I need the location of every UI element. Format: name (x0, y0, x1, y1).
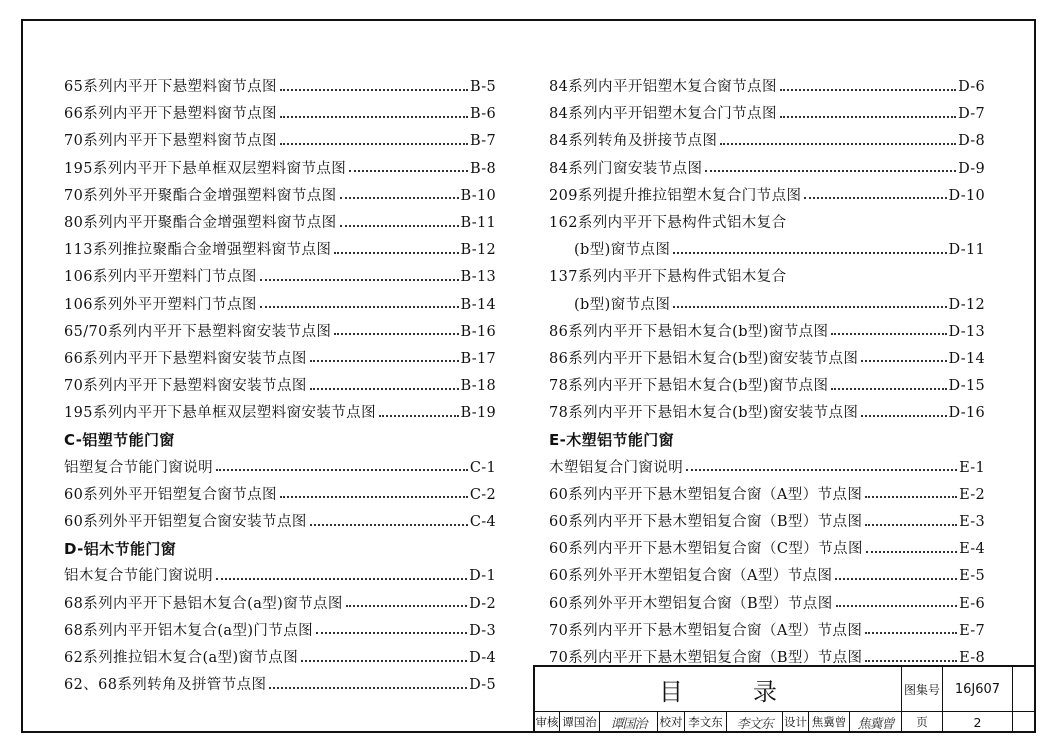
toc-entry-page: E-8 (959, 649, 985, 666)
reviewer-signature: 谭国治 (600, 711, 658, 733)
dot-leader (349, 170, 468, 172)
toc-entry[interactable] (64, 618, 496, 645)
toc-entry-page: D-14 (948, 350, 985, 367)
toc-entry[interactable] (64, 455, 496, 482)
toc-entry[interactable] (549, 591, 985, 618)
toc-entry-title: 60系列内平开下悬木塑铝复合窗（A型）节点图 (549, 486, 863, 503)
toc-entry-page: D-15 (948, 378, 985, 395)
toc-entry-title: 84系列内平开铝塑木复合窗节点图 (549, 79, 777, 95)
toc-entry[interactable] (549, 563, 985, 590)
toc-entry-title-line[interactable] (549, 210, 985, 237)
toc-entry-page: E-2 (959, 486, 985, 503)
dot-leader (316, 632, 467, 634)
toc-entry-page: B-18 (460, 378, 496, 395)
toc-entry[interactable] (549, 128, 985, 155)
toc-entry-page: C-1 (469, 459, 496, 476)
toc-entry-page: E-3 (959, 514, 985, 530)
toc-entry-page: E-1 (959, 459, 985, 476)
toc-entry-page: B-13 (460, 269, 496, 286)
toc-entry-title: 铝塑复合节能门窗说明 (64, 459, 213, 476)
toc-entry[interactable] (64, 292, 496, 319)
toc-entry-title: 113系列推拉聚酯合金增强塑料窗节点图 (64, 242, 332, 259)
toc-entry-title-continued: (b型)窗节点图 (574, 242, 671, 259)
toc-entry[interactable] (549, 618, 985, 645)
page-label: 页 (902, 711, 943, 733)
page-number: 2 (943, 711, 1013, 733)
toc-entry-page: D-7 (958, 106, 985, 123)
toc-entry-page: B-6 (470, 106, 496, 123)
toc-entry-page: B-10 (460, 187, 496, 204)
toc-entry-page: B-16 (460, 323, 496, 340)
toc-entry-page: D-8 (958, 133, 985, 150)
check-label: 校对 (658, 711, 685, 733)
toc-entry-title: 铝木复合节能门窗说明 (64, 568, 213, 585)
toc-entry[interactable] (549, 400, 985, 427)
title-block-title: 目录 (535, 667, 902, 711)
section-heading-text: C-铝塑节能门窗 (64, 431, 175, 450)
toc-entry[interactable] (549, 319, 985, 346)
section-heading (64, 536, 496, 563)
toc-entry-title: 66系列内平开下悬塑料窗节点图 (64, 106, 277, 123)
toc-entry[interactable] (64, 101, 496, 128)
checker-signature: 李文东 (727, 711, 783, 733)
toc-entry-page: E-4 (959, 541, 985, 558)
dot-leader (866, 551, 957, 553)
toc-entry-title: 209系列提升推拉铝塑木复合门节点图 (549, 187, 802, 204)
signature-row (535, 711, 1036, 733)
dot-leader (216, 578, 467, 580)
toc-entry-page: D-1 (469, 568, 496, 585)
toc-entry[interactable] (549, 482, 985, 509)
toc-entry[interactable] (64, 645, 496, 672)
toc-entry-title: 65/70系列内平开下悬塑料窗安装节点图 (64, 323, 332, 340)
dot-leader (720, 143, 956, 145)
toc-entry-page: B-12 (460, 242, 496, 259)
toc-entry-title: 78系列内平开下悬铝木复合(b型)窗安装节点图 (549, 405, 859, 422)
toc-entry-title: 78系列内平开下悬铝木复合(b型)窗节点图 (549, 378, 829, 395)
dot-leader (673, 306, 946, 308)
dot-leader (865, 632, 957, 634)
toc-entry-title: 106系列外平开塑料门节点图 (64, 296, 257, 313)
toc-entry-title: 65系列内平开下悬塑料窗节点图 (64, 79, 277, 95)
toc-entry-page: E-6 (959, 595, 985, 612)
toc-entry-title: 84系列门窗安装节点图 (549, 160, 703, 177)
toc-entry[interactable] (549, 346, 985, 373)
toc-entry-title: 60系列外平开铝塑复合窗节点图 (64, 486, 277, 503)
dot-leader (280, 89, 468, 91)
dot-leader (260, 279, 459, 281)
toc-entry-title: 84系列内平开铝塑木复合门节点图 (549, 106, 777, 123)
toc-entry-title: 70系列内平开下悬木塑铝复合窗（B型）节点图 (549, 649, 863, 666)
dot-leader (340, 225, 459, 227)
toc-entry-page: E-7 (959, 622, 985, 639)
toc-entry-page: D-3 (469, 622, 496, 639)
atlas-number: 16J607 (943, 667, 1013, 711)
toc-entry[interactable] (64, 264, 496, 291)
toc-entry-page: B-5 (470, 79, 496, 95)
toc-entry[interactable] (549, 292, 985, 319)
toc-entry-page: B-7 (470, 133, 496, 150)
review-label: 审核 (535, 711, 560, 733)
designer-signature: 焦冀曾 (850, 711, 902, 733)
toc-entry-title: 68系列内平开下悬铝木复合(a型)窗节点图 (64, 595, 343, 612)
toc-entry-page: D-11 (948, 242, 985, 259)
toc-entry[interactable] (64, 482, 496, 509)
toc-entry-page: B-8 (470, 160, 496, 177)
dot-leader (861, 360, 946, 362)
toc-entry[interactable] (64, 400, 496, 427)
toc-entry-page: D-13 (948, 323, 985, 340)
toc-entry-title: 68系列内平开铝木复合(a型)门节点图 (64, 622, 314, 639)
toc-entry-page: D-16 (948, 405, 985, 422)
reviewer-name: 谭国治 (560, 711, 600, 733)
toc-entry-title-continued: (b型)窗节点图 (574, 296, 671, 313)
dot-leader (831, 388, 946, 390)
dot-leader (673, 252, 946, 254)
toc-entry[interactable] (64, 128, 496, 155)
dot-leader (310, 360, 459, 362)
dot-leader (836, 605, 958, 607)
dot-leader (804, 197, 946, 199)
toc-entry-title: 86系列内平开下悬铝木复合(b型)窗节点图 (549, 323, 829, 340)
toc-entry-title: 60系列外平开木塑铝复合窗（A型）节点图 (549, 568, 833, 585)
toc-entry-title-line[interactable] (549, 264, 985, 291)
dot-leader (310, 388, 459, 390)
toc-entry-title: 70系列内平开下悬塑料窗安装节点图 (64, 378, 307, 395)
toc-entry[interactable] (549, 237, 985, 264)
dot-leader (280, 143, 468, 145)
toc-entry[interactable] (549, 509, 985, 536)
toc-entry-title: 195系列内平开下悬单框双层塑料窗节点图 (64, 160, 347, 177)
toc-entry-title: 60系列内平开下悬木塑铝复合窗（B型）节点图 (549, 514, 863, 530)
toc-entry-page: D-6 (958, 79, 985, 95)
toc-entry[interactable] (64, 74, 496, 101)
dot-leader (216, 469, 468, 471)
toc-entry[interactable] (64, 346, 496, 373)
toc-entry-title: 86系列内平开下悬铝木复合(b型)窗安装节点图 (549, 350, 859, 367)
toc-entry[interactable] (64, 183, 496, 210)
dot-leader (780, 89, 956, 91)
toc-entry[interactable] (549, 373, 985, 400)
designer-name: 焦冀曾 (809, 711, 850, 733)
toc-right-column (549, 74, 985, 672)
toc-entry-title: 137系列内平开下悬构件式铝木复合 (549, 269, 787, 286)
dot-leader (334, 252, 458, 254)
dot-leader (340, 197, 459, 199)
dot-leader (865, 660, 957, 662)
toc-entry-page: B-19 (460, 405, 496, 422)
atlas-label: 图集号 (902, 667, 943, 711)
toc-entry-page: C-4 (469, 514, 496, 530)
toc-entry-page: B-17 (460, 350, 496, 367)
toc-entry-title: 62、68系列转角及拼管节点图 (64, 677, 267, 694)
toc-entry-page: D-10 (948, 187, 985, 204)
toc-entry[interactable] (549, 156, 985, 183)
design-label: 设计 (783, 711, 809, 733)
dot-leader (269, 687, 467, 689)
toc-entry[interactable] (549, 74, 985, 101)
toc-entry-page: D-5 (469, 677, 496, 694)
dot-leader (280, 116, 468, 118)
dot-leader (865, 496, 957, 498)
toc-entry-title: 106系列内平开塑料门节点图 (64, 269, 257, 286)
dot-leader (686, 469, 957, 471)
dot-leader (780, 116, 956, 118)
toc-entry[interactable] (64, 210, 496, 237)
dot-leader (379, 415, 459, 417)
toc-entry[interactable] (64, 509, 496, 536)
toc-entry-page: D-9 (958, 160, 985, 177)
toc-entry-page: D-2 (469, 595, 496, 612)
toc-entry-page: B-14 (460, 296, 496, 313)
toc-entry[interactable] (64, 672, 496, 699)
toc-entry-title: 66系列内平开下悬塑料窗安装节点图 (64, 350, 307, 367)
toc-entry-title: 木塑铝复合门窗说明 (549, 459, 684, 476)
toc-entry-page: D-4 (469, 649, 496, 666)
toc-entry[interactable] (64, 373, 496, 400)
section-heading (549, 427, 985, 454)
toc-entry-page: D-12 (948, 296, 985, 313)
toc-entry[interactable] (549, 536, 985, 563)
toc-entry-page: E-5 (959, 568, 985, 585)
toc-entry-title: 60系列内平开下悬木塑铝复合窗（C型）节点图 (549, 541, 863, 558)
toc-entry[interactable] (64, 319, 496, 346)
toc-entry-title: 80系列内平开聚酯合金增强塑料窗节点图 (64, 214, 337, 231)
dot-leader (865, 524, 957, 526)
toc-entry[interactable] (549, 455, 985, 482)
toc-entry-title: 70系列内平开下悬塑料窗节点图 (64, 133, 277, 150)
dot-leader (280, 496, 468, 498)
section-heading (64, 427, 496, 454)
toc-entry[interactable] (64, 156, 496, 183)
toc-entry[interactable] (64, 237, 496, 264)
toc-entry-title: 195系列内平开下悬单框双层塑料窗安装节点图 (64, 405, 376, 422)
toc-entry-title: 70系列外平开聚酯合金增强塑料窗节点图 (64, 187, 337, 204)
section-heading-text: E-木塑铝节能门窗 (549, 431, 675, 450)
toc-entry-page: B-11 (460, 214, 496, 231)
toc-left-column (64, 74, 496, 699)
toc-entry[interactable] (64, 591, 496, 618)
toc-entry[interactable] (64, 563, 496, 590)
toc-entry-title: 70系列内平开下悬木塑铝复合窗（A型）节点图 (549, 622, 863, 639)
toc-entry-title: 62系列推拉铝木复合(a型)窗节点图 (64, 649, 299, 666)
dot-leader (301, 660, 467, 662)
dot-leader (334, 333, 458, 335)
section-heading-text: D-铝木节能门窗 (64, 540, 177, 559)
dot-leader (831, 333, 946, 335)
toc-entry[interactable] (549, 183, 985, 210)
dot-leader (310, 524, 468, 526)
checker-name: 李文东 (685, 711, 727, 733)
dot-leader (835, 578, 957, 580)
dot-leader (260, 306, 459, 308)
title-block (533, 665, 1036, 733)
toc-entry-title: 162系列内平开下悬构件式铝木复合 (549, 214, 787, 231)
toc-entry[interactable] (549, 101, 985, 128)
dot-leader (705, 170, 956, 172)
dot-leader (346, 605, 467, 607)
dot-leader (861, 415, 946, 417)
toc-entry-title: 60系列外平开木塑铝复合窗（B型）节点图 (549, 595, 833, 612)
toc-entry-title: 60系列外平开铝塑复合窗安装节点图 (64, 514, 307, 530)
toc-entry-title: 84系列转角及拼接节点图 (549, 133, 718, 150)
toc-entry-page: C-2 (469, 486, 496, 503)
